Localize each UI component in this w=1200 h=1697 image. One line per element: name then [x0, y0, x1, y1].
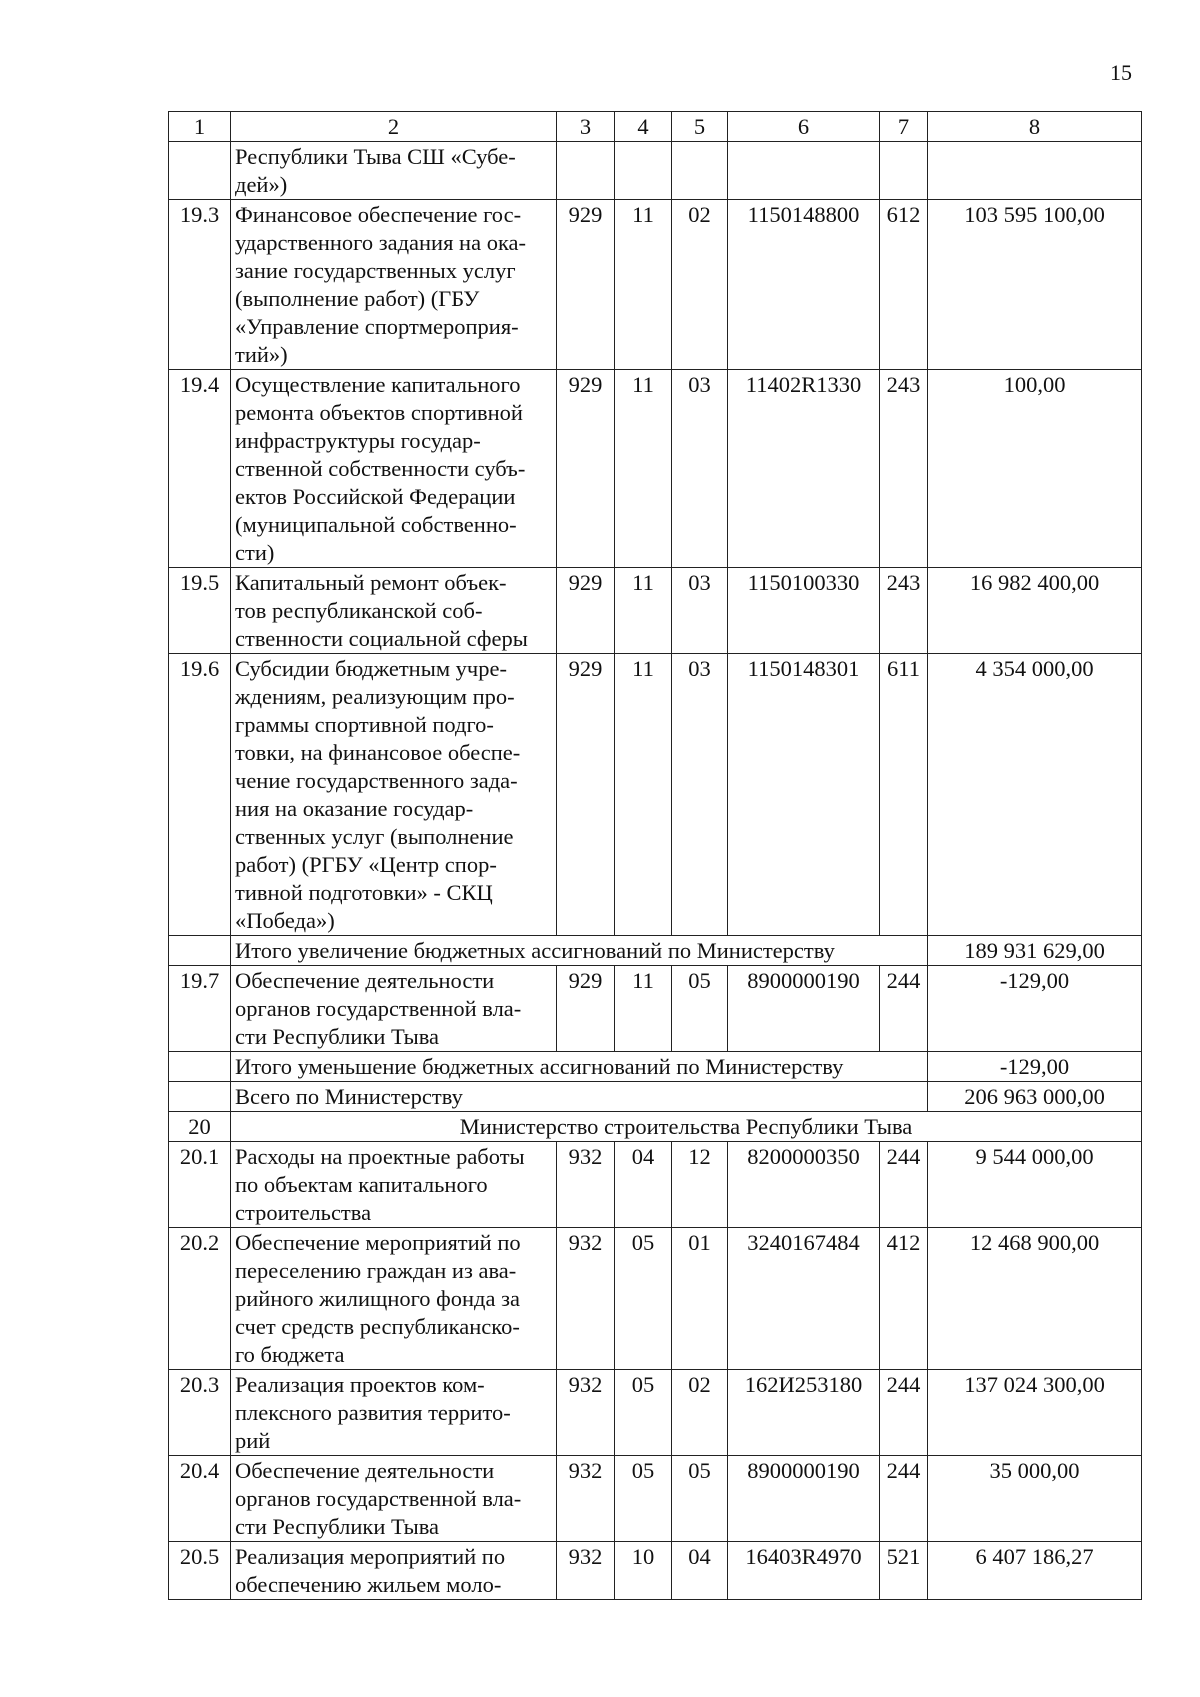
header-cell: 8	[928, 112, 1142, 142]
target-article-cell: 3240167484	[728, 1228, 880, 1370]
expense-type-cell: 612	[880, 200, 928, 370]
amount-cell: 4 354 000,00	[928, 654, 1142, 936]
total-label-cell: Всего по Министерству	[231, 1082, 928, 1112]
subsection-code-cell: 12	[672, 1142, 728, 1228]
table-row	[169, 654, 1142, 936]
table-row	[169, 1370, 1142, 1456]
target-article-cell: 1150148800	[728, 200, 880, 370]
amount-cell: -129,00	[928, 966, 1142, 1052]
total-label-cell: Итого увеличение бюджетных ассигнований по Министерству	[231, 936, 928, 966]
expense-type-cell: 244	[880, 1370, 928, 1456]
expense-name-cell: Обеспечение деятельности органов государственной вла- сти Республики Тыва	[231, 966, 557, 1052]
row-number-cell: 20.3	[169, 1370, 231, 1456]
expense-type-cell: 412	[880, 1228, 928, 1370]
page-number: 15	[1110, 60, 1132, 85]
amount-cell	[928, 142, 1142, 200]
target-article-cell: 162И253180	[728, 1370, 880, 1456]
amount-cell: 137 024 300,00	[928, 1370, 1142, 1456]
expense-type-cell: 243	[880, 370, 928, 568]
row-number-cell: 20.4	[169, 1456, 231, 1542]
subsection-code-cell: 05	[672, 966, 728, 1052]
section-code-cell: 11	[615, 200, 672, 370]
department-code-cell: 929	[557, 370, 615, 568]
row-number-cell	[169, 936, 231, 966]
ministry-title-cell: Министерство строительства Республики Тыва	[231, 1112, 1142, 1142]
section-code-cell: 11	[615, 654, 672, 936]
target-article-cell	[728, 142, 880, 200]
section-code-cell	[615, 142, 672, 200]
amount-cell: 35 000,00	[928, 1456, 1142, 1542]
section-code-cell: 11	[615, 568, 672, 654]
target-article-cell: 1150148301	[728, 654, 880, 936]
expense-name-cell: Реализация мероприятий по обеспечению жильем моло-	[231, 1542, 557, 1600]
target-article-cell: 8900000190	[728, 966, 880, 1052]
expense-name-cell: Обеспечение деятельности органов государственной вла- сти Республики Тыва	[231, 1456, 557, 1542]
table-row	[169, 568, 1142, 654]
total-row	[169, 1052, 1142, 1082]
department-code-cell: 929	[557, 568, 615, 654]
department-code-cell: 932	[557, 1370, 615, 1456]
row-number-cell: 19.7	[169, 966, 231, 1052]
total-amount-cell: -129,00	[928, 1052, 1142, 1082]
subsection-code-cell: 03	[672, 568, 728, 654]
subsection-code-cell: 04	[672, 1542, 728, 1600]
total-row	[169, 1082, 1142, 1112]
total-label-cell: Итого уменьшение бюджетных ассигнований по Министерству	[231, 1052, 928, 1082]
expense-name-cell: Капитальный ремонт объек- тов республиканской соб- ственности социальной сферы	[231, 568, 557, 654]
expense-type-cell: 243	[880, 568, 928, 654]
expense-type-cell: 244	[880, 1456, 928, 1542]
header-cell: 2	[231, 112, 557, 142]
amount-cell: 6 407 186,27	[928, 1542, 1142, 1600]
department-code-cell: 929	[557, 966, 615, 1052]
amount-cell: 103 595 100,00	[928, 200, 1142, 370]
total-amount-cell: 189 931 629,00	[928, 936, 1142, 966]
subsection-code-cell: 03	[672, 654, 728, 936]
row-number-cell: 20.1	[169, 1142, 231, 1228]
expense-type-cell: 244	[880, 966, 928, 1052]
row-number-cell	[169, 1052, 231, 1082]
amount-cell: 16 982 400,00	[928, 568, 1142, 654]
row-number-cell: 19.3	[169, 200, 231, 370]
section-code-cell: 05	[615, 1228, 672, 1370]
row-number-cell	[169, 142, 231, 200]
table-row	[169, 1228, 1142, 1370]
department-code-cell	[557, 142, 615, 200]
section-number-cell: 20	[169, 1112, 231, 1142]
expense-type-cell: 521	[880, 1542, 928, 1600]
table-row	[169, 1542, 1142, 1600]
section-code-cell: 05	[615, 1456, 672, 1542]
expense-name-cell: Субсидии бюджетным учре- ждениям, реализующим про- граммы спортивной подго- товки, на финансовое обеспе- чение государственного зада- ния на оказание государ- ственных услуг (выполнение работ) (РГБУ «Центр спор- тивной подготовки» - СКЦ «Победа»)	[231, 654, 557, 936]
budget-table	[168, 111, 1142, 1600]
section-code-cell: 10	[615, 1542, 672, 1600]
section-code-cell: 11	[615, 966, 672, 1052]
department-code-cell: 932	[557, 1228, 615, 1370]
target-article-cell: 16403R4970	[728, 1542, 880, 1600]
target-article-cell: 8200000350	[728, 1142, 880, 1228]
target-article-cell: 1150100330	[728, 568, 880, 654]
table-row	[169, 142, 1142, 200]
department-code-cell: 929	[557, 200, 615, 370]
row-number-cell: 19.5	[169, 568, 231, 654]
header-cell: 7	[880, 112, 928, 142]
expense-name-cell: Расходы на проектные работы по объектам капитального строительства	[231, 1142, 557, 1228]
table-row	[169, 1456, 1142, 1542]
header-cell: 6	[728, 112, 880, 142]
header-row	[169, 112, 1142, 142]
target-article-cell: 8900000190	[728, 1456, 880, 1542]
section-row	[169, 1112, 1142, 1142]
section-code-cell: 11	[615, 370, 672, 568]
row-number-cell: 19.6	[169, 654, 231, 936]
header-cell: 1	[169, 112, 231, 142]
subsection-code-cell: 03	[672, 370, 728, 568]
total-row	[169, 936, 1142, 966]
row-number-cell: 20.2	[169, 1228, 231, 1370]
amount-cell: 9 544 000,00	[928, 1142, 1142, 1228]
header-cell: 3	[557, 112, 615, 142]
expense-type-cell: 244	[880, 1142, 928, 1228]
amount-cell: 12 468 900,00	[928, 1228, 1142, 1370]
subsection-code-cell: 05	[672, 1456, 728, 1542]
department-code-cell: 932	[557, 1542, 615, 1600]
section-code-cell: 04	[615, 1142, 672, 1228]
section-code-cell: 05	[615, 1370, 672, 1456]
table-row	[169, 966, 1142, 1052]
expense-name-cell: Финансовое обеспечение гос- ударственного задания на ока- зание государственных услуг (выполнение работ) (ГБУ «Управление спортмероприя- тий»)	[231, 200, 557, 370]
target-article-cell: 11402R1330	[728, 370, 880, 568]
table-row	[169, 200, 1142, 370]
row-number-cell: 19.4	[169, 370, 231, 568]
table-row	[169, 370, 1142, 568]
row-number-cell: 20.5	[169, 1542, 231, 1600]
department-code-cell: 929	[557, 654, 615, 936]
department-code-cell: 932	[557, 1456, 615, 1542]
expense-type-cell	[880, 142, 928, 200]
subsection-code-cell	[672, 142, 728, 200]
total-amount-cell: 206 963 000,00	[928, 1082, 1142, 1112]
expense-type-cell: 611	[880, 654, 928, 936]
header-cell: 5	[672, 112, 728, 142]
table-row	[169, 1142, 1142, 1228]
subsection-code-cell: 01	[672, 1228, 728, 1370]
expense-name-cell: Обеспечение мероприятий по переселению граждан из ава- рийного жилищного фонда за счет средств республиканско- го бюджета	[231, 1228, 557, 1370]
expense-name-cell: Осуществление капитального ремонта объектов спортивной инфраструктуры государ- ственной собственности субъ- ектов Российской Федерации (муниципальной собственно- сти)	[231, 370, 557, 568]
subsection-code-cell: 02	[672, 1370, 728, 1456]
expense-name-cell: Реализация проектов ком- плексного развития террито- рий	[231, 1370, 557, 1456]
subsection-code-cell: 02	[672, 200, 728, 370]
expense-name-cell: Республики Тыва СШ «Субе- дей»)	[231, 142, 557, 200]
header-cell: 4	[615, 112, 672, 142]
amount-cell: 100,00	[928, 370, 1142, 568]
row-number-cell	[169, 1082, 231, 1112]
department-code-cell: 932	[557, 1142, 615, 1228]
